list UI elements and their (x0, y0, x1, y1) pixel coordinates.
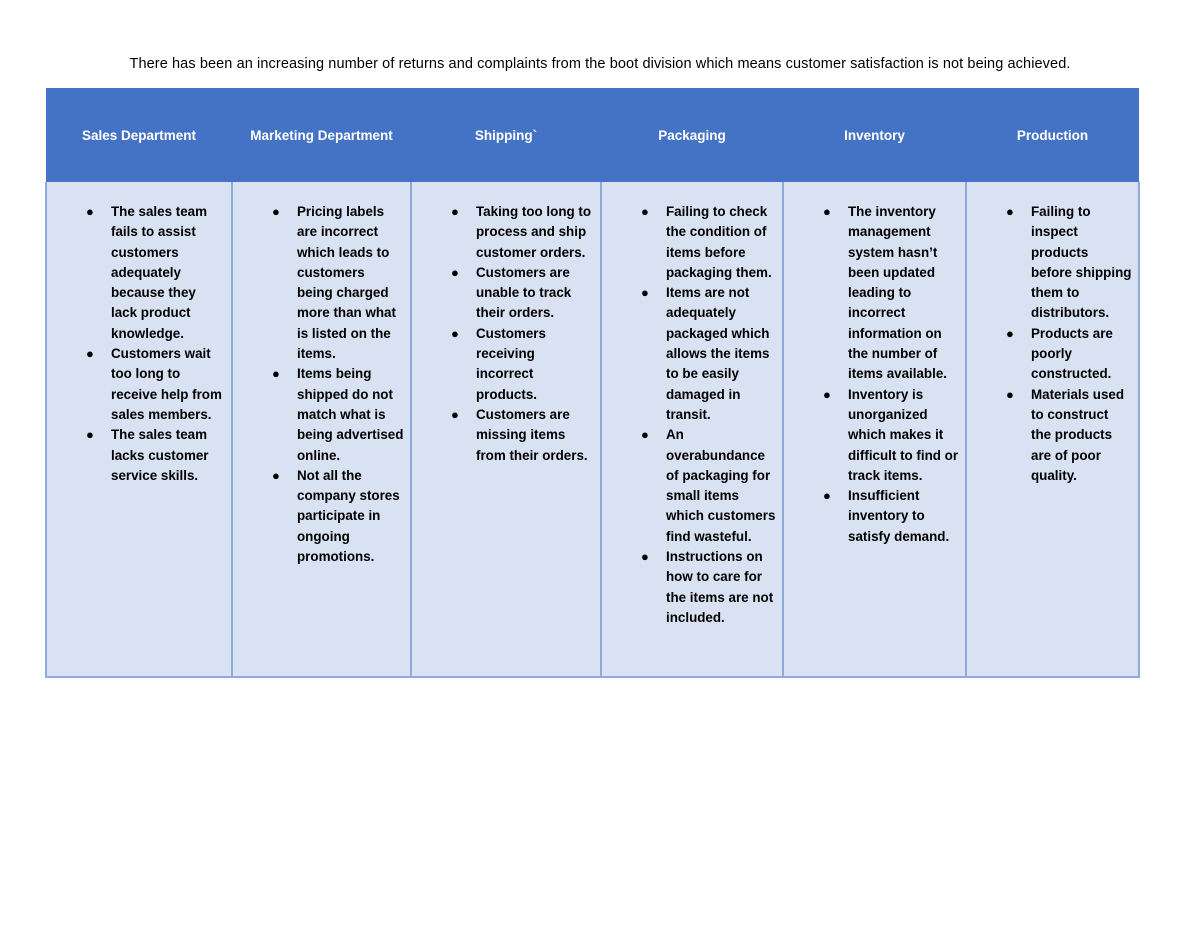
header-inventory: Inventory (783, 88, 966, 182)
bullet-icon: ● (1006, 204, 1014, 219)
item-text: Instructions on how to care for the items are not included. (666, 549, 774, 625)
item-text: Customers receiving incorrect products. (476, 325, 546, 402)
bullet-icon: ● (451, 325, 459, 341)
bullet-icon: ● (823, 204, 831, 219)
bullet-icon: ● (641, 285, 649, 301)
item-text: The sales team lacks customer service skills. (111, 427, 209, 483)
list-item (55, 344, 225, 425)
list-item (241, 202, 404, 364)
bullet-icon: ● (641, 204, 649, 219)
cell-packaging (601, 182, 783, 677)
bullet-icon: ● (272, 204, 280, 219)
bullet-icon: ● (641, 549, 649, 565)
list-item (610, 547, 776, 628)
cell-sales (46, 182, 232, 677)
bullet-icon: ● (451, 406, 459, 422)
cell-shipping (411, 182, 601, 677)
list-item (975, 202, 1132, 324)
bullet-icon: ● (451, 264, 459, 280)
header-shipping: Shipping` (411, 88, 601, 182)
item-text: Items are not adequately packaged which allows the items to be easily damaged in transit. (666, 285, 770, 422)
issues-table (45, 88, 1140, 678)
list-item (241, 466, 404, 567)
header-packaging: Packaging (601, 88, 783, 182)
list-item (792, 202, 959, 385)
production-issues-list (975, 202, 1132, 486)
cell-production (966, 182, 1139, 677)
item-text: Customers are missing items from their orders. (476, 406, 588, 463)
header-sales: Sales Department (46, 88, 232, 182)
bullet-icon: ● (86, 204, 94, 219)
inventory-issues-list (792, 202, 959, 547)
item-text: Failing to inspect products before shipping them to distributors. (1031, 204, 1132, 321)
list-item (55, 202, 225, 344)
list-item (241, 364, 404, 465)
body-row (46, 182, 1139, 677)
list-item (610, 202, 776, 283)
list-item (55, 425, 225, 486)
item-text: Failing to check the condition of items before packaging them. (666, 204, 772, 280)
list-item (420, 324, 594, 405)
bullet-icon: ● (451, 204, 459, 219)
shipping-issues-list (420, 202, 594, 466)
bullet-icon: ● (86, 427, 94, 443)
item-text: Items being shipped do not match what is being advertised online. (297, 366, 404, 463)
item-text: Products are poorly constructed. (1031, 325, 1113, 382)
item-text: Materials used to construct the products are of poor quality. (1031, 386, 1125, 483)
list-item (420, 202, 594, 263)
sales-issues-list (55, 202, 225, 486)
list-item (610, 283, 776, 425)
bullet-icon: ● (272, 366, 280, 382)
item-text: Customers are unable to track their orders. (476, 264, 572, 321)
header-production: Production (966, 88, 1139, 182)
bullet-icon: ● (1006, 325, 1014, 341)
bullet-icon: ● (86, 346, 94, 362)
list-item (610, 425, 776, 547)
bullet-icon: ● (272, 467, 280, 483)
header-row (46, 88, 1139, 182)
item-text: Insufficient inventory to satisfy demand. (848, 488, 950, 544)
item-text: Inventory is unorganized which makes it difficult to find or track items. (848, 386, 959, 483)
bullet-icon: ● (641, 427, 649, 443)
item-text: The inventory management system hasn’t been updated leading to incorrect information on the number of items available. (848, 204, 947, 382)
item-text: An overabundance of packaging for small items which customers find wasteful. (666, 427, 776, 544)
cell-inventory (783, 182, 966, 677)
header-marketing: Marketing Department (232, 88, 411, 182)
item-text: Not all the company stores participate in ongoing promotions. (297, 467, 400, 565)
list-item (975, 385, 1132, 486)
list-item (792, 486, 959, 547)
bullet-icon: ● (823, 386, 831, 402)
marketing-issues-list (241, 202, 404, 567)
list-item (975, 324, 1132, 385)
bullet-icon: ● (823, 488, 831, 504)
cell-marketing (232, 182, 411, 677)
list-item (420, 263, 594, 324)
item-text: Customers wait too long to receive help from sales members. (111, 346, 222, 422)
intro-text: There has been an increasing number of returns and complaints from the boot division which means customer satisfaction is not being achieved. (129, 56, 1071, 72)
item-text: The sales team fails to assist customers adequately because they lack product knowledge. (111, 204, 208, 341)
item-text: Pricing labels are incorrect which leads to customers being charged more than what is listed on the items. (297, 204, 396, 362)
bullet-icon: ● (1006, 386, 1014, 402)
list-item (792, 385, 959, 486)
packaging-issues-list (610, 202, 776, 628)
item-text: Taking too long to process and ship customer orders. (476, 204, 592, 260)
list-item (420, 405, 594, 466)
